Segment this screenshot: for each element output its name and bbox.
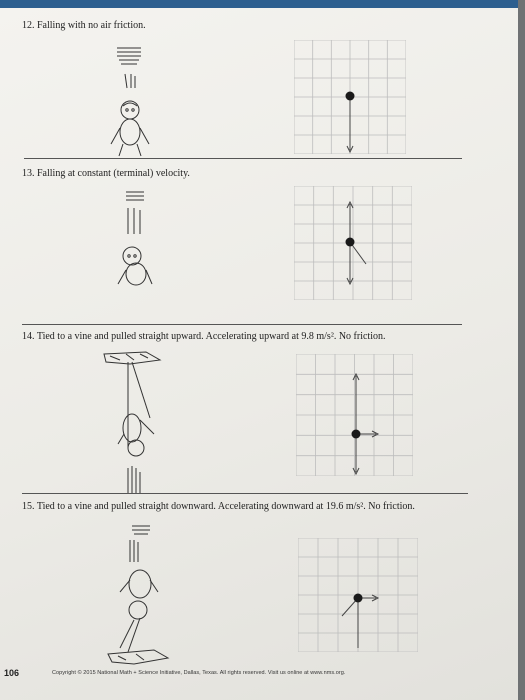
problem-13-label: 13. Falling at constant (terminal) velocity. [22, 168, 190, 179]
force-diagram-grid-13 [294, 186, 412, 300]
divider-12 [24, 158, 462, 159]
copyright-footer: Copyright © 2015 National Math + Science Initiative, Dallas, Texas. All rights reserved. Visit us online at www.nms.org. [52, 670, 346, 676]
divider-14 [22, 493, 468, 494]
page-number: 106 [4, 668, 20, 678]
monkey-illustration-13 [110, 188, 160, 293]
monkey-illustration-15 [104, 522, 184, 672]
worksheet-page [0, 8, 518, 700]
problem-15-label: 15. Tied to a vine and pulled straight downward. Accelerating downward at 19.6 m/s². No friction. [22, 501, 415, 512]
force-diagram-grid-15 [298, 538, 418, 652]
divider-13 [22, 324, 462, 325]
problem-14-label: 14. Tied to a vine and pulled straight upward. Accelerating upward at 9.8 m/s². No friction. [22, 331, 386, 342]
monkey-illustration-14 [100, 348, 180, 498]
monkey-illustration-12 [105, 40, 155, 160]
force-diagram-grid-12 [294, 40, 406, 154]
top-color-band [0, 0, 525, 8]
force-diagram-grid-14 [296, 354, 413, 476]
page-edge [518, 0, 525, 700]
problem-12-label: 12. Falling with no air friction. [22, 20, 146, 31]
